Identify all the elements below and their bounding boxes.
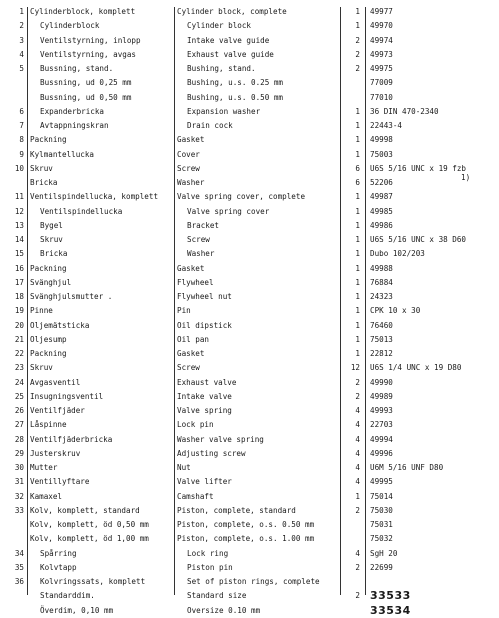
english-description: Drain cock [187,121,233,130]
swedish-description: Skruv [30,163,53,173]
english-description: Standard size [187,591,247,601]
item-number: 3 [19,35,24,45]
swedish-description: Ventilspindellucka, komplett [30,192,159,202]
swedish-description: Svänghjulsmutter . [30,292,113,301]
item-number: 10 [14,163,24,173]
part-number: 49985 [370,206,393,216]
english-description: Washer [177,178,205,187]
quantity: 4 [355,406,360,415]
english-description: Lock ring [187,548,229,558]
item-number: 25 [14,391,24,401]
quantity: 4 [355,548,360,558]
part-number: 75013 [370,334,393,344]
swedish-description: Packning [30,135,67,145]
part-number: 36 DIN 470-2340 [370,106,439,116]
table-row [0,503,499,518]
english-description: Flywheel [177,277,214,287]
table-row [0,275,499,290]
item-number: 20 [14,320,24,330]
part-number: 49987 [370,192,393,202]
item-number: 32 [14,491,24,501]
quantity: 4 [355,420,360,430]
english-description: Intake valve guide [187,35,270,45]
item-number: 19 [14,306,24,316]
english-description: Valve spring cover [187,206,270,216]
item-number: 35 [14,562,24,572]
english-description: Gasket [177,349,205,358]
item-number: 31 [14,477,24,487]
quantity: 1 [355,21,360,31]
swedish-description: Bygel [40,220,63,230]
english-description: Screw [187,235,210,244]
part-number: 49970 [370,21,393,31]
english-description: Bushing, u.s. 0.25 mm [187,78,284,88]
quantity: 1 [355,235,360,244]
swedish-description: Pinne [30,306,53,316]
english-description: Oversize 0.10 mm [187,605,261,615]
table-row [0,75,499,90]
part-number: 49973 [370,49,393,59]
item-number: 14 [14,235,24,244]
swedish-description: Cylinderblock, komplett [30,7,136,16]
item-number: 4 [19,49,24,59]
english-description: Set of piston rings, complete [187,577,320,586]
item-number: 12 [14,206,24,216]
part-number: Dubo 102/203 [370,249,425,259]
swedish-description: Ventilstyrning, avgas [40,49,137,59]
english-description: Gasket [177,263,205,273]
english-description: Screw [177,163,200,173]
table-row [0,403,499,418]
english-description: Valve spring cover, complete [177,192,306,202]
part-number: 22699 [370,562,393,572]
swedish-description: Insugningsventil [30,391,104,401]
swedish-description: Ventillyftare [30,477,90,487]
swedish-description: Cylinderblock [40,21,100,31]
table-row [0,218,499,233]
item-number: 34 [14,548,24,558]
swedish-description: Kolv, komplett, öd 0,50 mm [30,520,149,529]
item-number: 24 [14,377,24,387]
part-number: 77009 [370,78,393,88]
table-row [0,389,499,404]
part-number: 33533 [370,589,411,603]
quantity: 6 [355,178,360,187]
part-number: 77010 [370,92,393,102]
part-number: 75014 [370,491,393,501]
table-row [0,303,499,318]
swedish-description: Ventilspindellucka [40,206,123,216]
swedish-description: Kolvringssats, komplett [40,577,146,586]
table-row [0,375,499,390]
item-number: 21 [14,334,24,344]
part-number: 76460 [370,320,393,330]
part-number: 49993 [370,406,393,415]
part-number: 22703 [370,420,393,430]
english-description: Washer valve spring [177,434,264,444]
table-row [0,531,499,546]
table-row [0,603,499,618]
table-row [0,33,499,48]
quantity: 4 [355,448,360,458]
part-number: 49975 [370,64,393,73]
quantity: 2 [355,64,360,73]
quantity: 2 [355,377,360,387]
english-description: Piston, complete, o.s. 1.00 mm [177,534,315,544]
table-row [0,560,499,575]
part-number: 24323 [370,292,393,301]
table-row [0,204,499,219]
english-description: Oil dipstick [177,320,232,330]
part-number: 33534 [370,603,411,617]
swedish-description: Packning [30,349,67,358]
swedish-description: Kolv, komplett, öd 1,00 mm [30,534,149,544]
table-row [0,517,499,532]
part-number: 49989 [370,391,393,401]
swedish-description: Ventilfjäder [30,406,85,415]
english-description: Intake valve [177,391,232,401]
table-row [0,232,499,247]
item-number: 33 [14,505,24,515]
swedish-description: Svänghjul [30,277,72,287]
english-description: Bushing, u.s. 0.50 mm [187,92,284,102]
english-description: Piston pin [187,562,233,572]
table-row [0,289,499,304]
part-number: 22812 [370,349,393,358]
item-number: 22 [14,349,24,358]
english-description: Bushing, stand. [187,64,256,73]
item-number: 1 [19,7,24,16]
item-number: 9 [19,149,24,159]
table-row [0,118,499,133]
swedish-description: Justerskruv [30,448,81,458]
table-row [0,460,499,475]
table-row [0,161,499,176]
english-description: Bracket [187,220,220,230]
quantity: 1 [355,149,360,159]
part-number: 75031 [370,520,393,529]
quantity: 2 [355,391,360,401]
english-description: Oil pan [177,334,210,344]
table-row [0,47,499,62]
english-description: Pin [177,306,191,316]
english-description: Screw [177,363,200,373]
table-row [0,432,499,447]
swedish-description: Packning [30,263,67,273]
quantity: 1 [355,7,360,16]
part-number: 76884 [370,277,393,287]
quantity: 4 [355,434,360,444]
quantity: 1 [355,106,360,116]
part-number: 49974 [370,35,393,45]
english-description: Valve lifter [177,477,232,487]
swedish-description: Låspinne [30,420,67,430]
quantity: 2 [355,49,360,59]
item-number: 23 [14,363,24,373]
part-number: SgH 20 [370,548,398,558]
part-number: U6S 1/4 UNC x 19 D80 [370,363,462,373]
quantity: 1 [355,320,360,330]
item-number: 15 [14,249,24,259]
footnote-marker: 1) [461,173,471,182]
table-row [0,574,499,589]
part-number: 49988 [370,263,393,273]
swedish-description: Avtappningskran [40,121,109,130]
english-description: Expansion washer [187,106,261,116]
quantity: 1 [355,491,360,501]
quantity: 1 [355,277,360,287]
quantity: 1 [355,206,360,216]
quantity: 2 [355,562,360,572]
english-description: Washer [187,249,215,259]
part-number: 49990 [370,377,393,387]
swedish-description: Kylmantellucka [30,149,95,159]
quantity: 1 [355,263,360,273]
swedish-description: Skruv [30,363,53,373]
item-number: 5 [19,64,24,73]
item-number: 11 [14,192,24,202]
swedish-description: Kamaxel [30,491,63,501]
swedish-description: Kolv, komplett, standard [30,505,140,515]
english-description: Exhaust valve guide [187,49,274,59]
swedish-description: Mutter [30,463,58,472]
quantity: 1 [355,306,360,316]
part-number: 52206 [370,178,393,187]
table-row [0,61,499,76]
quantity: 4 [355,477,360,487]
quantity: 1 [355,220,360,230]
swedish-description: Oljemätsticka [30,320,90,330]
table-row [0,588,499,603]
quantity: 2 [355,505,360,515]
item-number: 29 [14,448,24,458]
quantity: 1 [355,121,360,130]
english-description: Camshaft [177,491,214,501]
table-row [0,332,499,347]
item-number: 13 [14,220,24,230]
part-number: 49986 [370,220,393,230]
part-number: 49998 [370,135,393,145]
item-number: 2 [19,21,24,31]
quantity: 1 [355,292,360,301]
item-number: 16 [14,263,24,273]
english-description: Piston, complete, o.s. 0.50 mm [177,520,315,529]
table-row [0,132,499,147]
item-number: 28 [14,434,24,444]
table-row [0,446,499,461]
english-description: Valve spring [177,406,232,415]
table-row [0,360,499,375]
swedish-description: Avgasventil [30,377,81,387]
english-description: Cylinder block [187,21,252,31]
part-number: 75030 [370,505,393,515]
table-row [0,261,499,276]
table-row [0,246,499,261]
swedish-description: Bricka [30,178,58,187]
swedish-description: Bricka [40,249,68,259]
table-row [0,189,499,204]
quantity: 1 [355,334,360,344]
swedish-description: Oljesump [30,334,67,344]
swedish-description: Bussning, ud 0,50 mm [40,92,132,102]
swedish-description: Bussning, stand. [40,64,114,73]
swedish-description: Överdim, 0,10 mm [40,605,114,615]
swedish-description: Kolvtapp [40,562,77,572]
table-row [0,318,499,333]
swedish-description: Expanderbricka [40,106,105,116]
quantity: 4 [355,463,360,472]
table-row [0,489,499,504]
part-number: U6M 5/16 UNF D80 [370,463,444,472]
table-row [0,18,499,33]
english-description: Exhaust valve [177,377,237,387]
quantity: 2 [355,591,360,601]
swedish-description: Ventilfjäderbricka [30,434,113,444]
table-row [0,474,499,489]
quantity: 1 [355,135,360,145]
table-row [0,4,499,19]
english-description: Cylinder block, complete [177,7,287,16]
quantity: 1 [355,249,360,259]
english-description: Piston, complete, standard [177,505,296,515]
part-number: U6S 5/16 UNC x 38 D60 [370,235,467,244]
english-description: Gasket [177,135,205,145]
quantity: 12 [350,363,360,373]
table-row [0,175,499,190]
part-number: 49977 [370,7,393,16]
english-description: Nut [177,463,191,472]
quantity: 2 [355,35,360,45]
item-number: 8 [19,135,24,145]
table-row [0,417,499,432]
part-number: CPK 10 x 30 [370,306,421,316]
part-number: U6S 5/16 UNC x 19 fzb [370,163,467,173]
part-number: 49996 [370,448,393,458]
table-row [0,346,499,361]
quantity: 1 [355,192,360,202]
table-row [0,147,499,162]
item-number: 7 [19,121,24,130]
part-number: 49994 [370,434,393,444]
table-row [0,104,499,119]
item-number: 27 [14,420,24,430]
swedish-description: Skruv [40,235,63,244]
item-number: 36 [14,577,24,586]
english-description: Cover [177,149,200,159]
part-number: 49995 [370,477,393,487]
quantity: 1 [355,349,360,358]
part-number: 75003 [370,149,393,159]
part-number: 22443-4 [370,121,403,130]
item-number: 6 [19,106,24,116]
item-number: 17 [14,277,24,287]
swedish-description: Bussning, ud 0,25 mm [40,78,132,88]
table-row [0,546,499,561]
item-number: 18 [14,292,24,301]
swedish-description: Ventilstyrning, inlopp [40,35,141,45]
swedish-description: Standarddim. [40,591,95,601]
english-description: Adjusting screw [177,448,246,458]
item-number: 26 [14,406,24,415]
quantity: 6 [355,163,360,173]
english-description: Flywheel nut [177,292,232,301]
table-row [0,90,499,105]
swedish-description: Spårring [40,548,77,558]
english-description: Lock pin [177,420,214,430]
item-number: 30 [14,463,24,472]
part-number: 75032 [370,534,393,544]
